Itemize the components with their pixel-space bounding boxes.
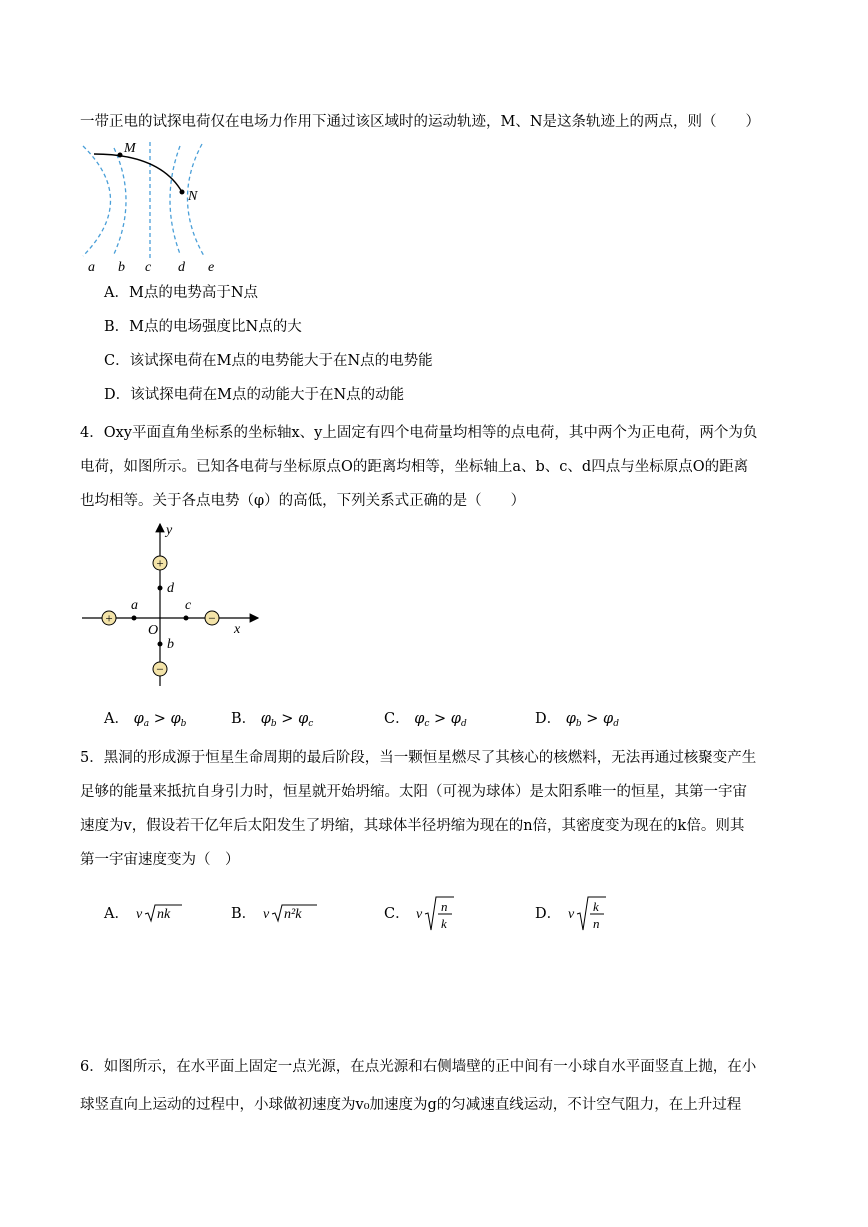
svg-text:n²k: n²k bbox=[283, 907, 302, 922]
label-M: M bbox=[124, 141, 136, 156]
svg-text:d: d bbox=[167, 581, 174, 596]
svg-text:n: n bbox=[592, 916, 600, 931]
svg-text:y: y bbox=[166, 523, 173, 538]
svg-text:b: b bbox=[167, 637, 174, 652]
svg-text:c: c bbox=[185, 598, 192, 613]
q6-stem-line-2: 球竖直向上运动的过程中，小球做初速度为v₀加速度为g的匀减速直线运动，不计空气阻力，在上升过程 bbox=[80, 1097, 742, 1113]
q3-field-figure bbox=[80, 138, 230, 278]
q4-stem-line-1: 4．Oxy平面直角坐标系的坐标轴x、y上固定有四个电荷量均相等的点电荷，其中两个为正电荷，两个为负 bbox=[80, 425, 758, 441]
svg-text:v: v bbox=[567, 907, 574, 922]
q3-option-a: A．M点的电势高于N点 bbox=[104, 285, 259, 301]
q4-stem-line-3: 也均相等。关于各点电势（φ）的高低，下列关系式正确的是（ ） bbox=[80, 493, 526, 509]
q3-option-d: D．该试探电荷在M点的动能大于在N点的动能 bbox=[104, 387, 405, 403]
q5-stem-line-3: 速度为v，假设若干亿年后太阳发生了坍缩，其球体半径坍缩为现在的n倍，其密度变为现在的k倍。则其 bbox=[80, 818, 745, 834]
q5-option-d: D． v k n bbox=[535, 894, 610, 934]
svg-text:k: k bbox=[441, 916, 447, 931]
svg-text:v: v bbox=[416, 907, 423, 922]
svg-text:k: k bbox=[592, 899, 599, 914]
q4-coordinate-figure bbox=[78, 518, 268, 688]
q5-stem-line-1: 5．黑洞的形成源于恒星生命周期的最后阶段，当一颗恒星燃尽了其核心的核燃料，无法再通过核聚变产生 bbox=[80, 750, 757, 766]
svg-text:+: + bbox=[105, 610, 113, 626]
q4-option-d: D． $\varphi_b > \varphi_d$ bbox=[535, 711, 619, 729]
svg-text:x: x bbox=[234, 622, 241, 637]
q3-option-c: C．该试探电荷在M点的电势能大于在N点的电势能 bbox=[104, 353, 433, 369]
q4-option-b: B． $\varphi_b > \varphi_c$ bbox=[231, 711, 314, 729]
svg-text:v: v bbox=[262, 907, 269, 922]
q5-option-b: B． v n²k bbox=[231, 902, 321, 926]
svg-text:b: b bbox=[118, 260, 125, 275]
q5-stem-line-2: 足够的能量来抵抗自身引力时，恒星就开始坍缩。太阳（可视为球体）是太阳系唯一的恒星，其第一宇宙 bbox=[80, 784, 747, 800]
svg-text:−: − bbox=[208, 610, 216, 626]
q6-stem-line-1: 6．如图所示，在水平面上固定一点光源，在点光源和右侧墙壁的正中间有一小球自水平面竖直上抛，在小 bbox=[80, 1059, 757, 1075]
q3-option-b: B．M点的电场强度比N点的大 bbox=[104, 319, 302, 335]
q4-option-a: A． $\varphi_a > \varphi_b$ bbox=[104, 711, 187, 729]
q5-option-a: A． v nk bbox=[104, 902, 184, 926]
svg-text:a: a bbox=[131, 598, 138, 613]
q5-option-c: C． v n k bbox=[384, 894, 458, 934]
svg-text:nk: nk bbox=[156, 907, 170, 922]
q3-stem: 一带正电的试探电荷仅在电场力作用下通过该区域时的运动轨迹，M、N是这条轨迹上的两点，则（ ） bbox=[80, 114, 761, 130]
svg-text:d: d bbox=[178, 260, 185, 275]
svg-text:v: v bbox=[135, 907, 142, 922]
svg-text:a: a bbox=[88, 260, 95, 275]
svg-text:+: + bbox=[156, 555, 164, 571]
q5-stem-line-4: 第一宇宙速度变为（ ） bbox=[80, 852, 240, 868]
svg-text:e: e bbox=[208, 260, 215, 275]
svg-text:c: c bbox=[145, 260, 152, 275]
svg-text:O: O bbox=[148, 623, 159, 638]
q4-stem-line-2: 电荷，如图所示。已知各电荷与坐标原点O的距离均相等，坐标轴上a、b、c、d四点与坐标原点O的距离 bbox=[80, 459, 749, 475]
svg-text:−: − bbox=[156, 661, 164, 677]
svg-text:n: n bbox=[441, 899, 448, 914]
label-N: N bbox=[188, 189, 198, 204]
q4-option-c: C． $\varphi_c > \varphi_d$ bbox=[384, 711, 467, 729]
